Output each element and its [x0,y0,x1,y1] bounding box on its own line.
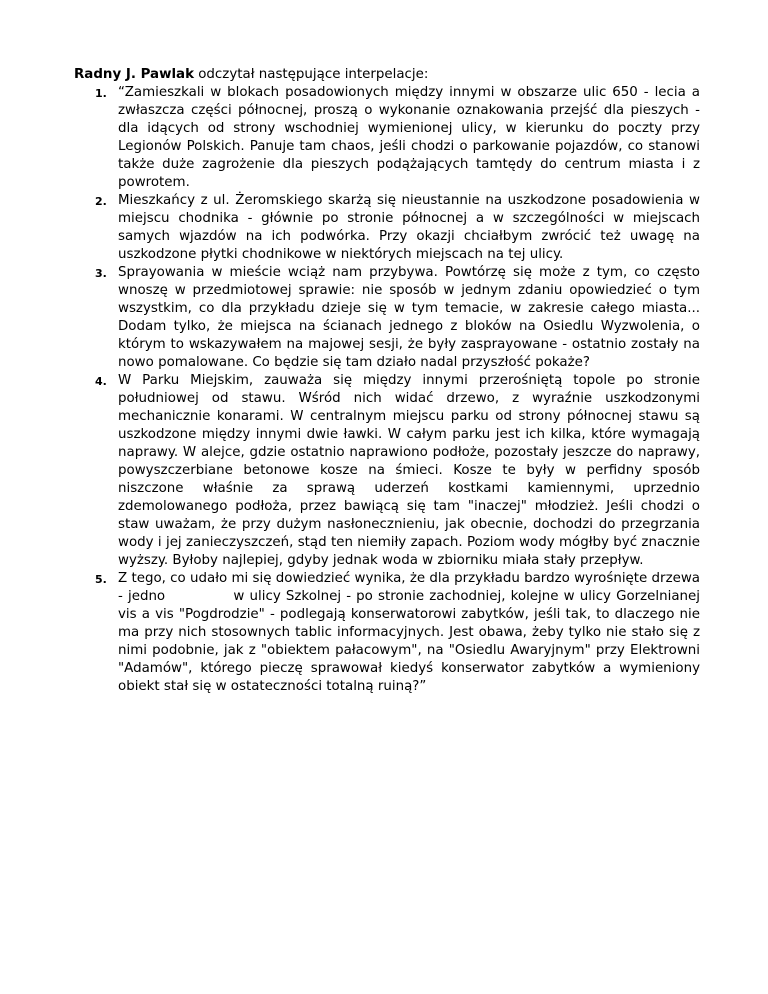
intro-line [74,66,700,84]
list-item [74,192,700,264]
item-text: “Zamieszkali w blokach posadowionych między innymi w obszarze ulic 650 - lecia a zwłaszcza części północnej, proszą o wykonanie oznakowania przejść dla pieszych - dla idących od strony wschodniej wymienionej ulicy, w kierunku do poczty przy Legionów Polskich. Panuje tam chaos, jeśli chodzi o parkowanie pojazdów, co stanowi także duże zagrożenie dla pieszych podążających tamtędy do centrum miasta i z powrotem. [118,85,700,190]
item-text: W Parku Miejskim, zauważa się między innymi przerośniętą topole po stronie południowej od stawu. Wśród nich widać drzewo, z wyraźnie uszkodzonymi mechanicznie konarami. W centralnym miejscu parku od strony północnej stawu są uszkodzone między innymi dwie ławki. W całym parku jest ich kilka, które wymagają naprawy. W alejce, gdzie ostatnio naprawiono podłoże, pozostały jeszcze do naprawy, powyszczerbiane betonowe kosze na śmieci. Kosze te były w perfidny sposób niszczone właśnie za sprawą uderzeń kostkami kamiennymi, uprzednio zdemolowanego podłoża, przez bawiącą się tam "inaczej" młodzież. Jeśli chodzi o staw uważam, że przy dużym nasłonecznieniu, jak obecnie, dochodzi do przegrzania wody i jej zanieczyszczeń, stąd ten niemiły zapach. Poziom wody mógłby być znacznie wyższy. Byłoby najlepiej, gdyby jednak woda w zbiorniku miała stały przepływ. [118,373,700,568]
item-text-before-gap: Z tego, co udało mi się dowiedzieć wynika, że dla przykładu bardzo wyrośnięte drzewa - jedno [118,571,700,604]
list-item [74,264,700,372]
item-text: Mieszkańcy z ul. Żeromskiego skarżą się nieustannie na uszkodzone posadowienia w miejscu chodnika - głównie po stronie północnej a w szczególności w miejscach samych wjazdów na ich podwórka. Przy okazji chciałbym zwrócić też uwagę na uszkodzone płytki chodnikowe w niektórych miejscach na tej ulicy. [118,193,700,262]
list-item [74,84,700,192]
interpellation-list [74,84,700,696]
item-number: 5. [95,573,107,586]
speaker-name: Radny J. Pawlak [74,67,194,82]
item-number: 1. [95,87,107,100]
intro-text: odczytał następujące interpelacje: [193,67,429,82]
item-number: 3. [95,267,107,280]
item-text [118,570,700,696]
item-text: Sprayowania w mieście wciąż nam przybywa. Powtórzę się może z tym, co często wnoszę w przedmiotowej sprawie: nie sposób w jednym zdaniu opowiedzieć o tym wszystkim, co dla przykładu dzieje się w tym temacie, w zakresie całego miasta... Dodam tylko, że miejsca na ścianach jednego z bloków na Osiedlu Wyzwolenia, o którym to wskazywałem na majowej sesji, że były zasprayowane - ostatnio zostały na nowo pomalowane. Co będzie się tam działo nadal przyszłość pokaże? [118,265,700,370]
item-number: 4. [95,375,107,388]
list-item [74,570,700,696]
item-text-after-gap: w ulicy Szkolnej - po stronie zachodniej, kolejne w ulicy Gorzelnianej vis a vis "Pogdrodzie" - podlegają konserwatorowi zabytków, jeśli tak, to dlaczego nie ma przy nich stosownych tablic informacyjnych. Jest obawa, żeby tylko nie stało się z nimi podobnie, jak z "obiektem pałacowym", na "Osiedlu Awaryjnym" przy Elektrowni "Adamów", którego pieczę sprawował kiedyś konserwator zabytków a wymieniony obiekt stał się w ostateczności totalną ruiną?” [118,589,701,694]
list-item [74,372,700,570]
item-number: 2. [95,195,107,208]
document-page [74,66,700,696]
